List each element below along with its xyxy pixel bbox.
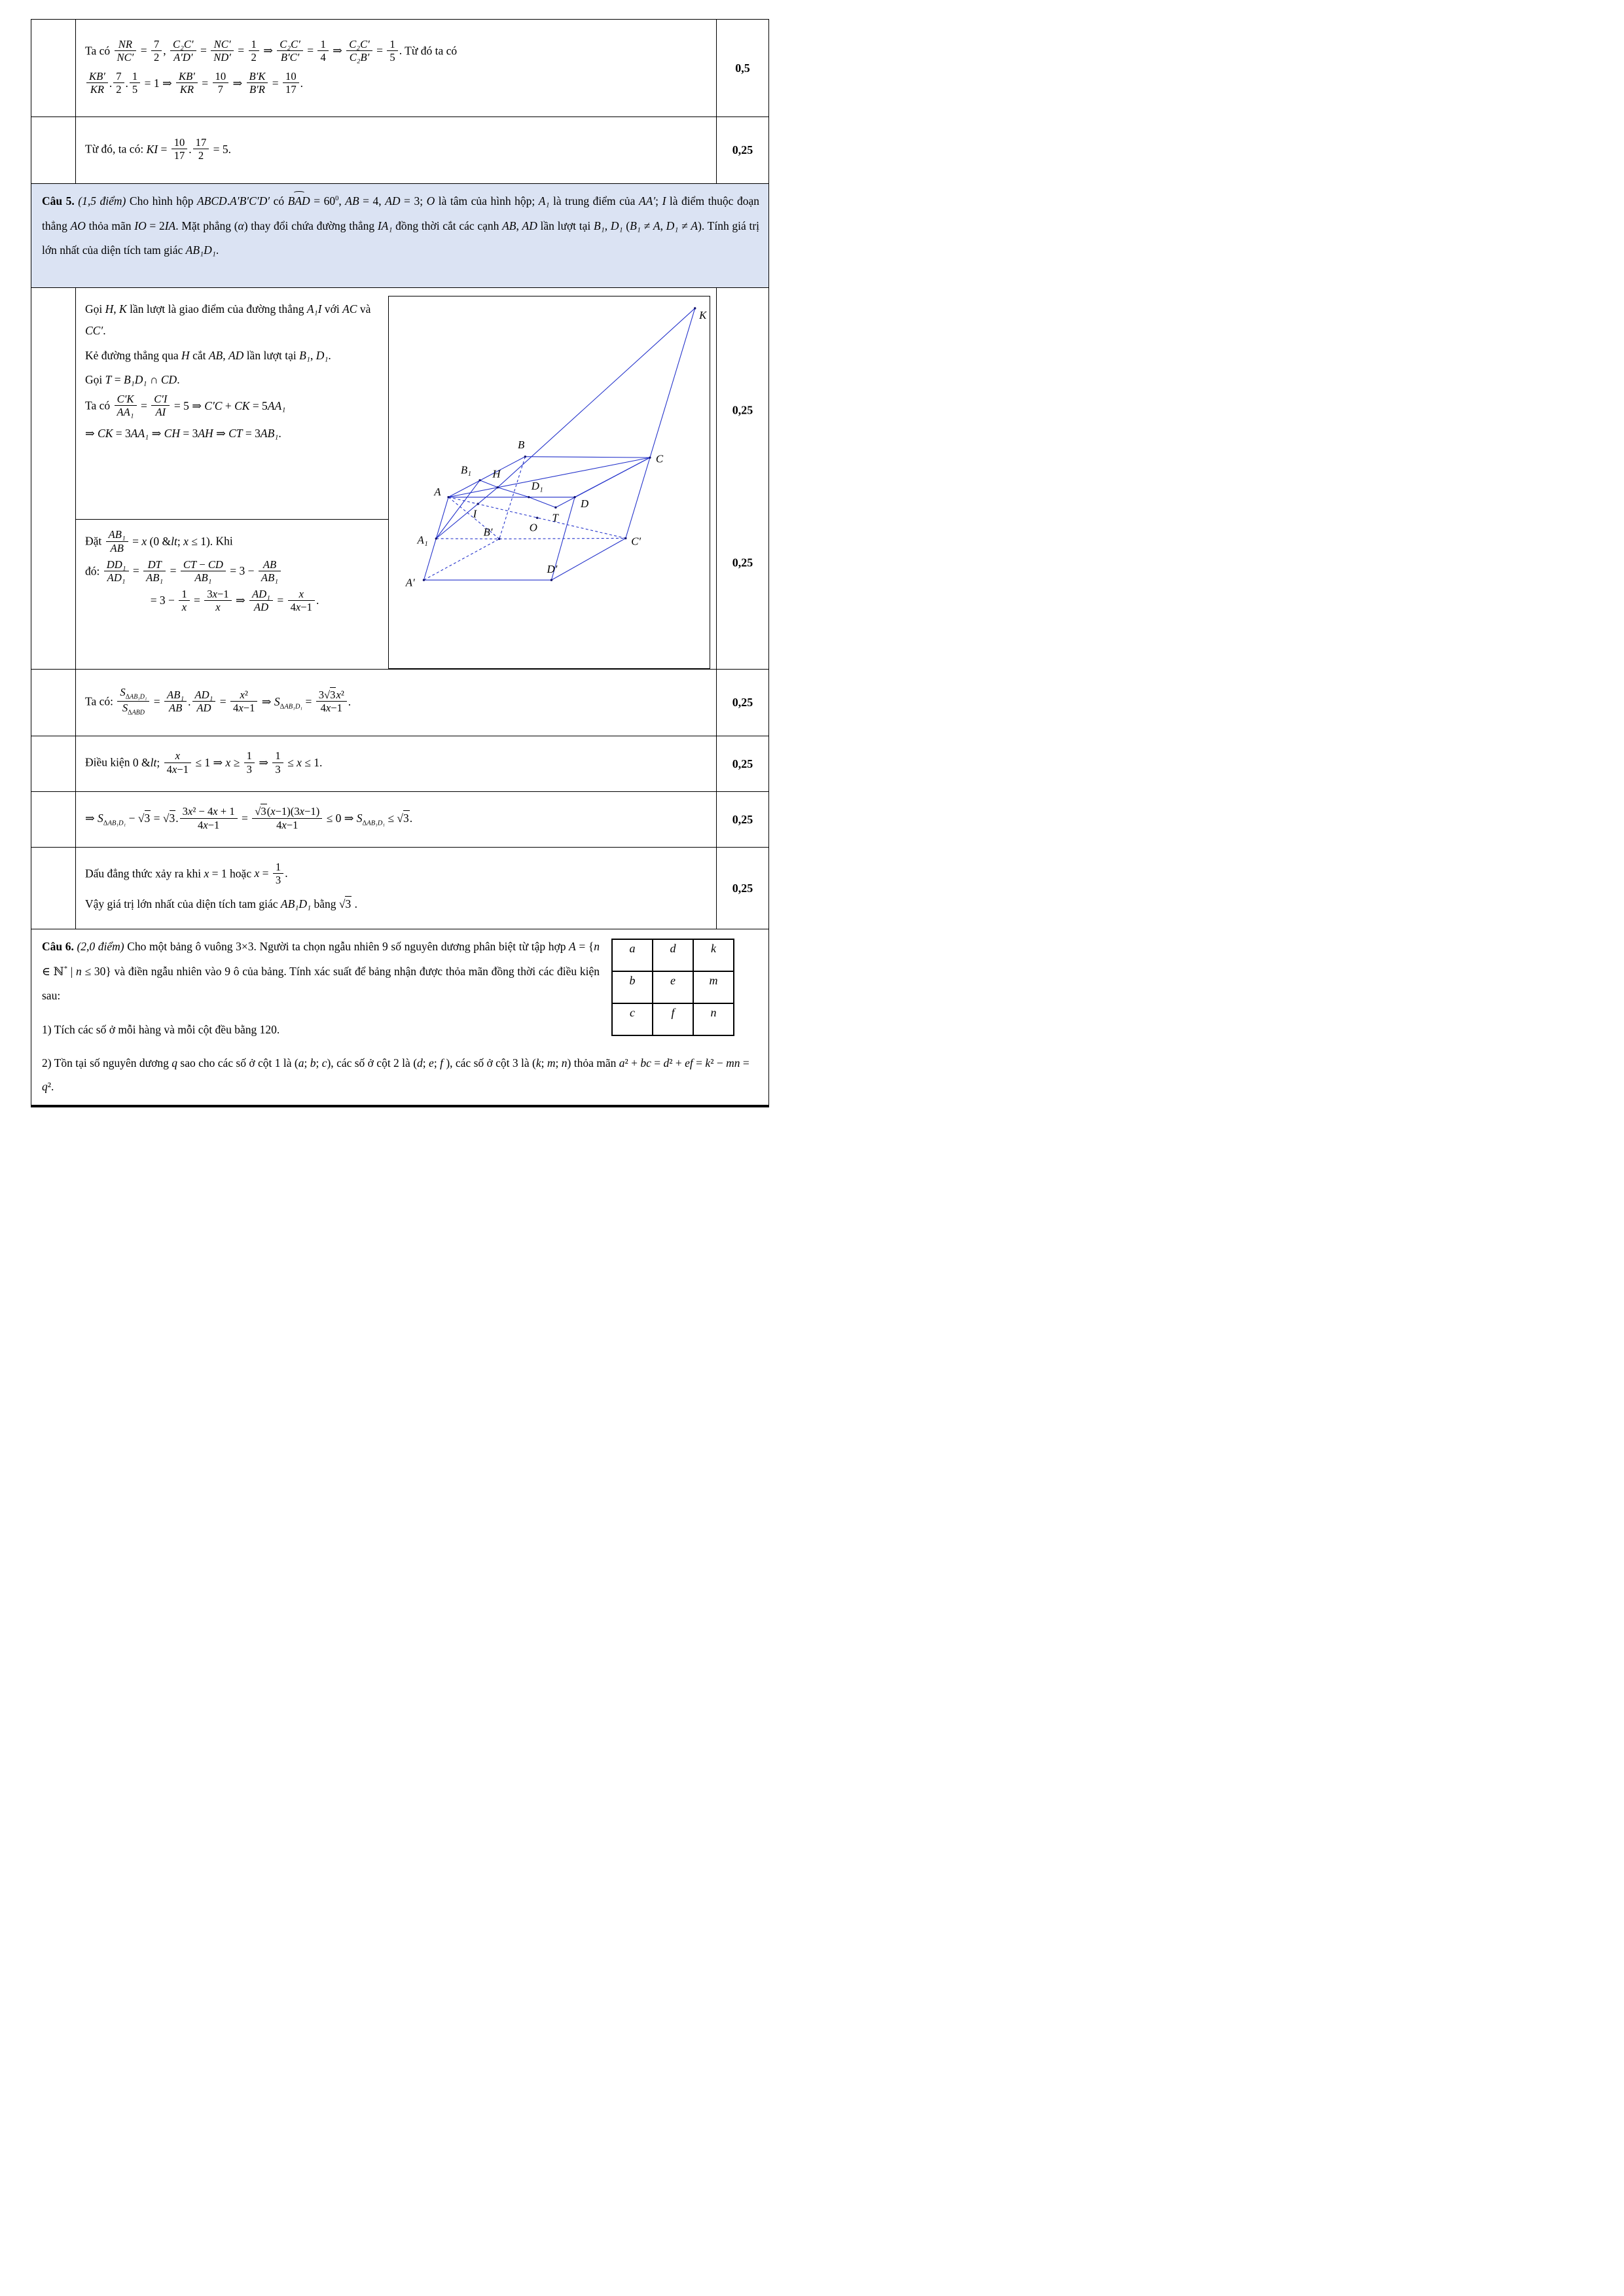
cau6-condition-1: 1) Tích các số ở mỗi hàng và mỗi cột đều bằng 120. [42,1022,280,1036]
cau6-condition-2: 2) Tồn tại số nguyên dương q sao cho các số ở cột 1 là (a; b; c), các số ở cột 2 là (d; e; f ), các số ở cột 3 là (k; m; n) thỏa mãn a² + bc = d² + ef = k² − mn = q². [42,1056,749,1094]
point-label-K: K [699,308,707,321]
row-margin-cell [31,670,76,736]
score-cell: 0,25 [716,848,768,929]
point-label-H: H [492,467,501,480]
grid-cell: n [693,1003,734,1035]
point-label-C: C [655,452,664,465]
grid-cell: k [693,939,734,971]
point-label-O: O [529,521,537,534]
score-cell [716,288,768,669]
solution-step-cell: Ta có: $S_{\Delta AB_1D_1}$ $S_{\Delta ABD}$ = $\frac{\text{AB₁}}{AB}$ . $\frac{\text{AD₁}}{AD}$ = $\frac{\text{x²}}{4x-1}$ ⇒ $S_{\Delta AB_1D_1}$ = $\frac{\text{3√3x²}}{4x-1}$ . [85,686,352,717]
score-cell: 0,25 [716,670,768,736]
cau6-statement [31,929,768,1105]
score-cell: 0,5 [716,20,768,117]
grid-cell: b [612,971,653,1003]
point-label-B1: B₁ [460,463,472,476]
point-D [573,496,575,498]
problem-statement-row [31,929,768,1107]
point-label-B: B [517,438,525,451]
row-margin-cell [31,792,76,847]
point-O [536,517,538,519]
point-Bp [498,538,500,540]
solution-text-column [76,288,388,669]
grading-table [31,19,769,1107]
table-row [31,117,768,184]
point-I [477,503,478,505]
table-row [31,736,768,792]
solution-step-cell [76,288,716,669]
point-label-A: A [434,486,441,499]
geometry-figure [388,296,710,669]
point-B [524,456,526,457]
row-margin-cell [31,848,76,929]
solution-step-cell: Ta có $\frac{NR}{NC'}$ = $\frac{7}{2}$ , $\frac{\text{C₂C′}}{A'D'}$ = $\frac{NC'}{ND'}$ = $\frac{1}{2}$ ⇒ $\frac{\text{C₂C′}}{B'C'}$ = $\frac{1}{4}$ ⇒ $\frac{\text{C₂C′}}{\text{C₂B′}}$ = $\frac{1}{5}$ . Từ đó ta có $\frac{KB'}{KR}$ . $\frac{7}{2}$ . $\frac{1}{5}$ = 1 ⇒ $\frac{KB'}{KR}$ = $\frac{10}{7}$ ⇒ $\frac{B'K}{B'R}$ = $\frac{10}{17}$ . [85,37,458,96]
score-value: 0,25 [732,403,753,417]
table-row [31,20,768,117]
point-label-Ap: A′ [405,576,415,589]
solution-step-cell: Từ đó, ta có: KI = $\frac{10}{17}$ . $\frac{17}{2}$ = 5. [85,135,232,162]
box-figure-svg [389,296,710,668]
point-label-I: I [473,507,477,520]
score-cell: 0,25 [716,117,768,183]
solution-step-cell: Điều kiện 0 &lt; $\frac{x}{4x-1}$ ≤ 1 ⇒ x ≥ $\frac{1}{3}$ ⇒ $\frac{1}{3}$ ≤ x ≤ 1. [85,749,323,776]
point-Ap [423,579,425,581]
point-label-Dp: D′ [547,562,558,575]
row-margin-cell [31,736,76,791]
point-A1 [435,537,437,539]
table-row [31,670,768,736]
point-label-Bp: B′ [483,526,493,539]
point-label-D1: D₁ [531,480,543,493]
table-row [31,792,768,848]
rubric-page [0,0,812,1148]
point-B1 [478,479,480,481]
figure-column [388,288,716,669]
score-cell: 0,25 [716,736,768,791]
point-K [694,307,696,309]
row-margin-cell [31,117,76,183]
point-label-Cp: C′ [631,535,641,548]
solution-step-cell: ⇒ $S_{\Delta AB_1D_1} - √3 = √3$. $\frac{\text{3x² − 4x + 1}}{4x-1}$ = $\frac{√3(x-1)(3x-1)}{4x-1}$ ≤ 0 ⇒ $S_{\Delta AB_1D_1} \le √3$. [85,805,413,831]
score-value: 0,25 [732,556,753,569]
point-A [447,496,449,498]
cau5-statement: Câu 5. (1,5 điểm) Cho hình hộp ABCD.A′B′C′D′ có ⌢ BAD = $60^0$, AB = 4, AD = 3; O là tâm của hình hộp; A₁ là trung điểm của AA′; I là điểm thuộc đoạn thẳng AO thỏa mãn IO = 2IA. Mặt phẳng (α) thay đổi chứa đường thẳng IA₁ đồng thời cắt các cạnh AB, AD lần lượt tại B₁, D₁ (B₁ ≠ A, D₁ ≠ A). Tính giá trị lớn nhất của diện tích tam giác AB₁D₁. [31,184,768,287]
grid-cell: m [693,971,734,1003]
row-margin-cell [31,288,76,669]
point-label-D: D [581,497,589,510]
row-margin-cell [31,20,76,117]
grid-cell: f [653,1003,693,1035]
point-Cp [624,537,626,539]
solution-substep-1: Gọi H, K lần lượt là giao điểm của đường thẳng A₁I với AC và CC′. Kẻ đường thẳng qua H cắt AB, AD lần lượt tại B₁, D₁. Gọi T = B₁D₁ ∩ CD. Ta có $\frac{C'K}{\text{AA₁}}$ = $\frac{C'I}{AI}$ = 5 ⇒ C′C + CK = 5AA₁ ⇒ CK = 3AA₁ ⇒ CH = 3AH ⇒ CT = 3AB₁. [76,288,388,520]
table-row [31,288,768,670]
point-C [649,456,651,458]
point-H [497,486,499,488]
cau6-grid [611,939,734,1036]
problem-statement-row [31,184,768,288]
point-D1 [528,496,530,498]
solution-step-cell: Dấu đẳng thức xảy ra khi x = 1 hoặc x = $\frac{1}{3}$ . Vậy giá trị lớn nhất của diện tích tam giác AB₁D₁ bằng √3 . [85,860,357,910]
point-T [554,507,556,509]
point-label-A1: A₁ [417,533,428,547]
point-Dp [550,579,552,581]
point-label-T: T [552,511,558,524]
cau6-paragraph: Câu 6. (2,0 điểm) Cho một bảng ô vuông 3×3. Người ta chọn ngẫu nhiên 9 số nguyên dương phân biệt từ tập hợp A = {n ∈ ℕ* | n ≤ 30} và điền ngẫu nhiên vào 9 ô của bảng. Tính xác suất để bảng nhận được thỏa mãn đồng thời các điều kiện sau: [42,940,600,1003]
grid-cell: a [612,939,653,971]
grid-cell: e [653,971,693,1003]
grid-cell: d [653,939,693,971]
score-cell: 0,25 [716,792,768,847]
grid-cell: c [612,1003,653,1035]
solution-substep-2: Đặt $\frac{\text{AB₁}}{AB}$ = x (0 &lt; x ≤ 1). Khi đó: $\frac{\text{DD₁}}{\text{AD₁}}$ = $\frac{DT}{\text{AB₁}}$ = $\frac{CT - CD}{\text{AB₁}}$ = 3 − $\frac{AB}{\text{AB₁}}$ = 3 − $\frac{1}{x}$ = $\frac{3x-1}{x}$ ⇒ $\frac{\text{AD₁}}{AD}$ = $\frac{x}{4x-1}$ . [85,528,319,613]
table-row [31,848,768,929]
